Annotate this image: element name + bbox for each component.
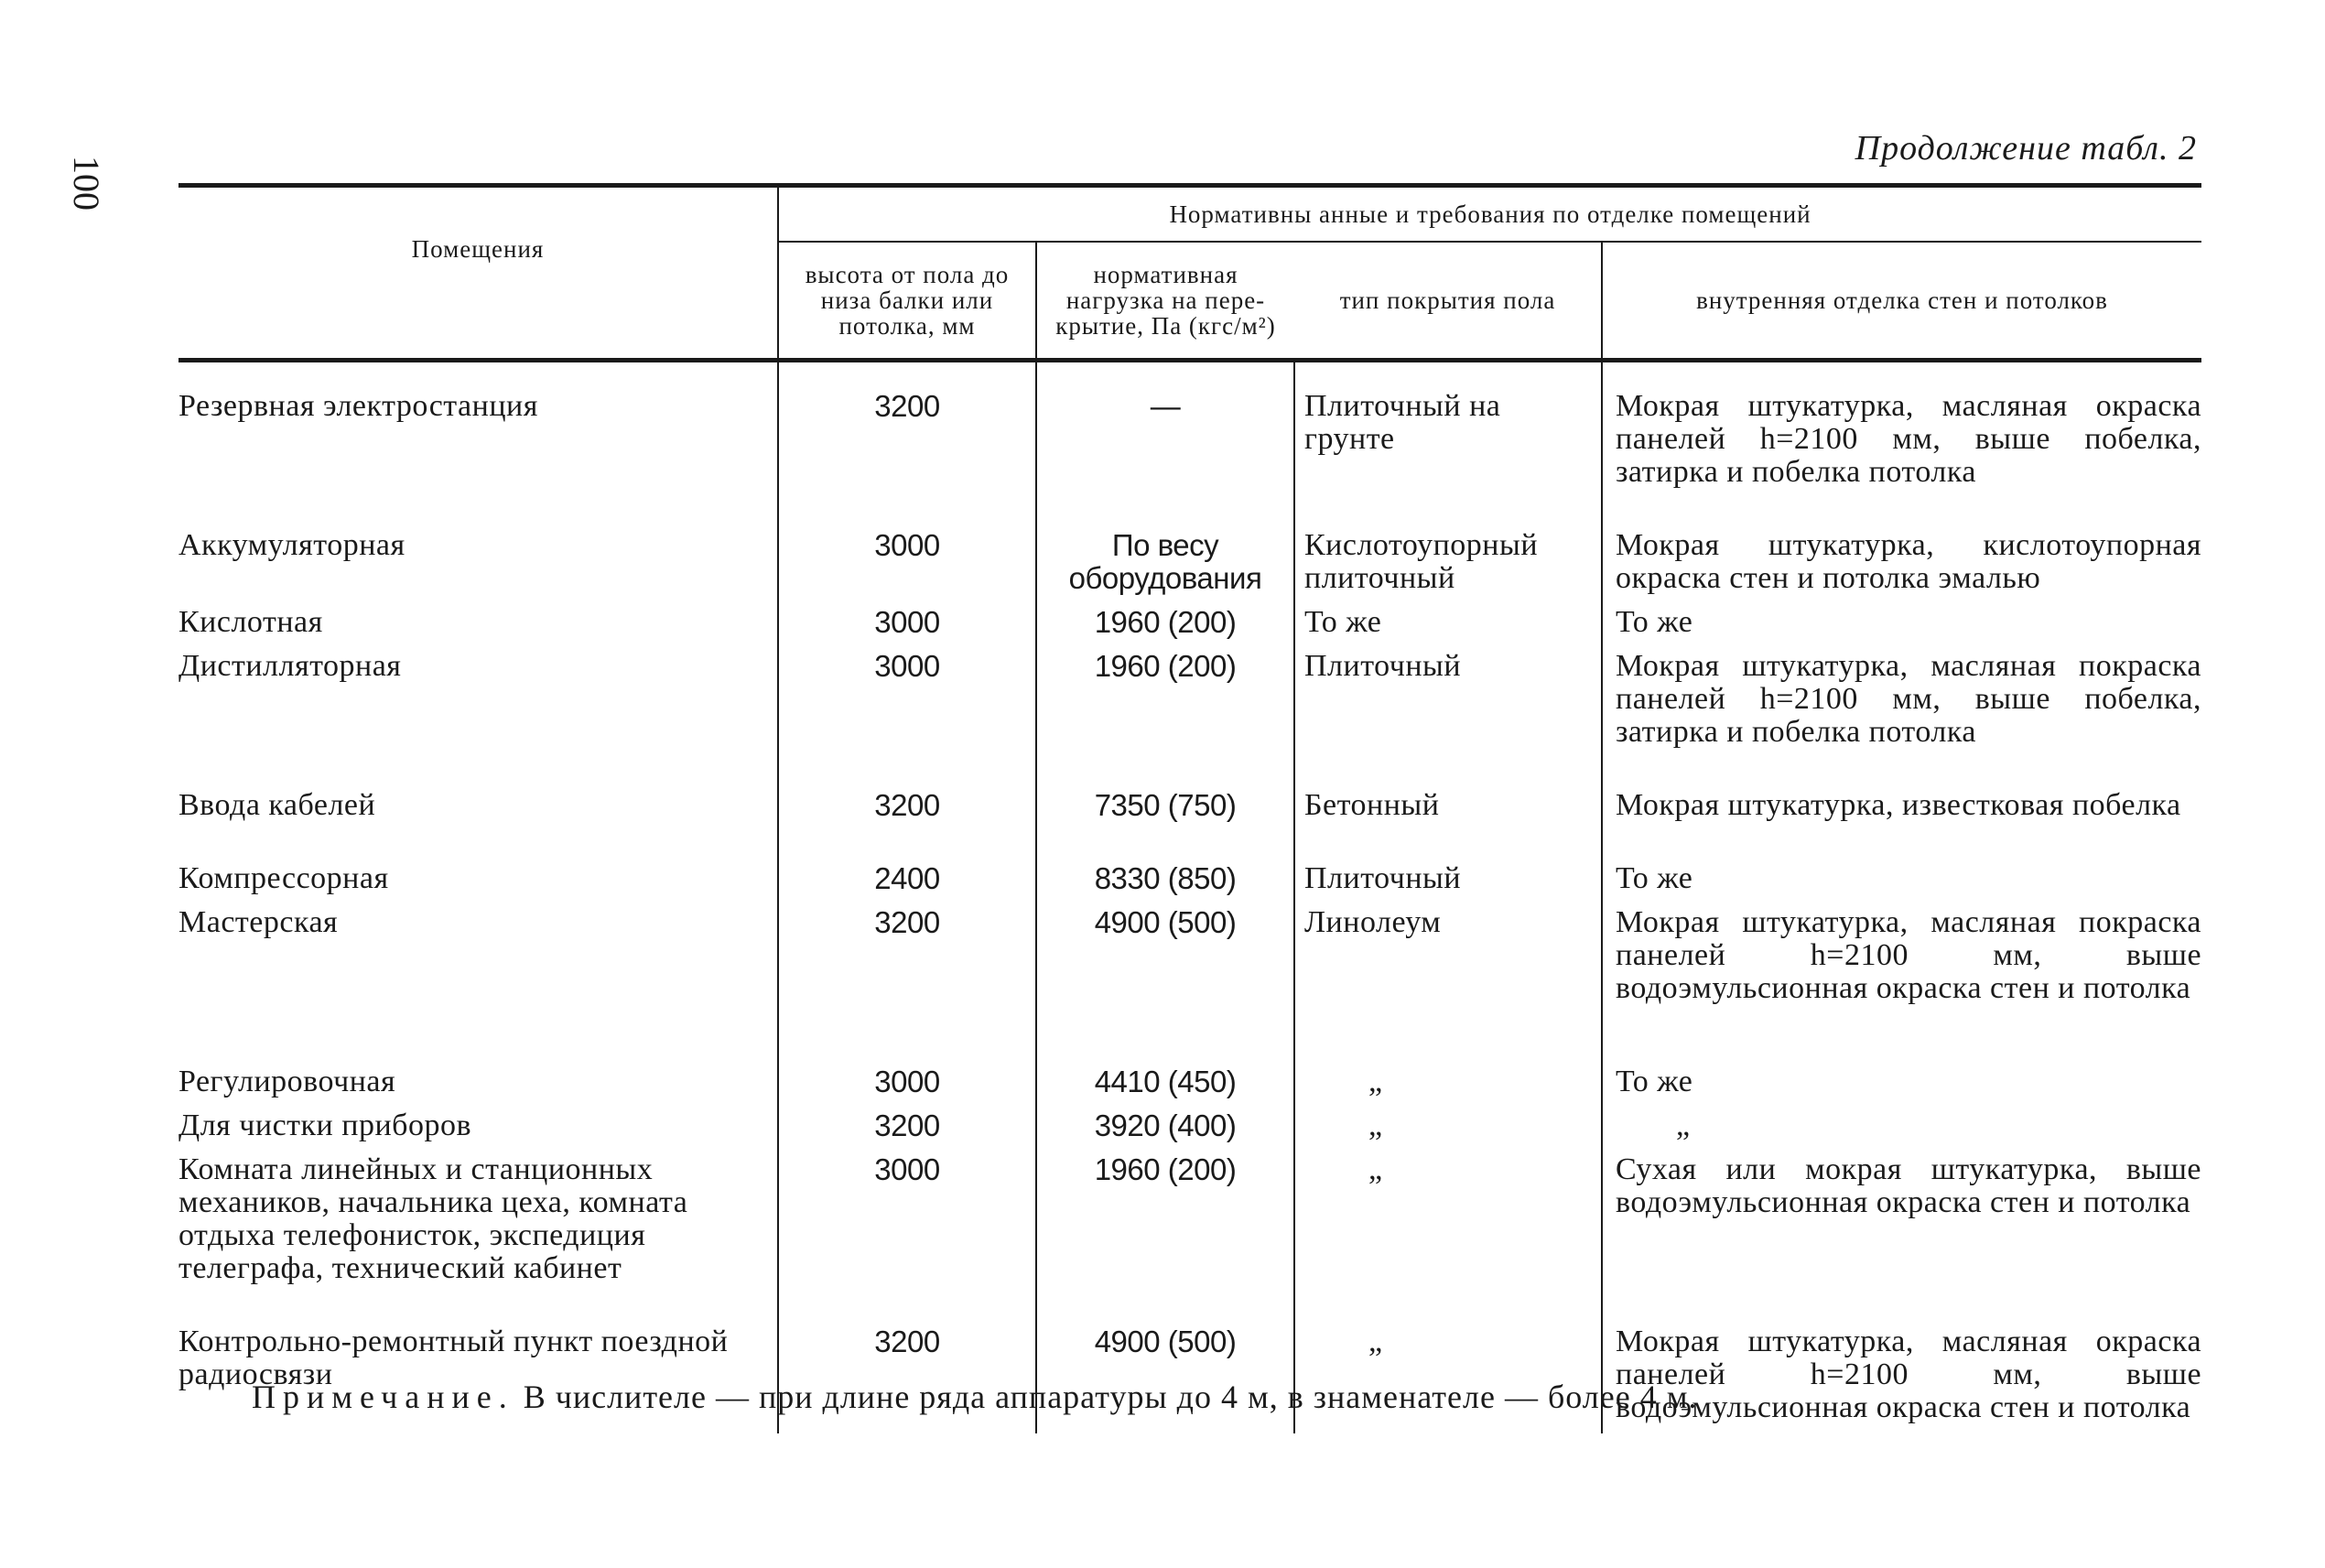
note-label: Примечание.	[252, 1379, 514, 1415]
wall-finish: Мокрая штукатурка, масляная окраска панелей h=2100 мм, выше побелка, затирка и побелка потолка	[1602, 361, 2201, 524]
table-row	[178, 1060, 2201, 1104]
wall-finish: Мокрая штукатурка, масляная окраска панелей h=2100 мм, выше водоэмульсионная окраска стен и потолка	[1602, 1320, 2201, 1433]
wall-finish: Мокрая штукатурка, масляная покраска панелей h=2100 мм, выше побелка, затирка и побелка потолка	[1602, 644, 2201, 784]
wall-finish: То же	[1602, 1060, 2201, 1104]
wall-finish: Мокрая штукатурка, масляная покраска панелей h=2100 мм, выше водоэмульсионная окраска стен и потолка	[1602, 901, 2201, 1060]
load-value: 1960 (200)	[1036, 1148, 1294, 1320]
height-value: 3200	[778, 784, 1036, 857]
room-name: Мастерская	[178, 905, 339, 939]
load-value: 7350 (750)	[1036, 784, 1294, 857]
table-body	[178, 361, 2201, 1434]
height-value: 2400	[778, 857, 1036, 901]
room-name: Кислотная	[178, 605, 323, 639]
table-row	[178, 600, 2201, 644]
height-value: 3000	[778, 644, 1036, 784]
room-name: Контрольно-ремонтный пункт поездной радиосвязи	[178, 1325, 729, 1391]
wall-finish: То же	[1602, 600, 2201, 644]
floor-type: „	[1294, 1148, 1602, 1320]
table-row	[178, 784, 2201, 857]
floor-type: Плиточный на грунте	[1294, 361, 1602, 524]
room-name: Комната линейных и станционных механиков, начальника цеха, комната отдыха телефонисток, экспедиция телеграфа, технический кабинет	[178, 1152, 688, 1285]
page-number: 100	[66, 156, 107, 211]
table-row	[178, 524, 2201, 600]
header-floor: тип покрытия пола	[1294, 242, 1602, 361]
load-value: 3920 (400)	[1036, 1104, 1294, 1148]
height-value: 3200	[778, 1104, 1036, 1148]
note-text: В числителе — при длине ряда аппаратуры до 4 м, в знаменателе — более 4 м.	[523, 1379, 1698, 1415]
height-value: 3000	[778, 600, 1036, 644]
height-value: 3200	[778, 361, 1036, 524]
header-group: Нормативны анные и требования по отделке помещений	[778, 186, 2201, 243]
wall-finish: То же	[1602, 857, 2201, 901]
load-value: 4900 (500)	[1036, 1320, 1294, 1433]
room-name: Ввода кабелей	[178, 788, 376, 822]
height-value: 3000	[778, 1148, 1036, 1320]
table-row	[178, 857, 2201, 901]
table-row	[178, 1320, 2201, 1433]
header-rooms: Помещения	[178, 186, 778, 361]
height-value: 3000	[778, 1060, 1036, 1104]
load-value: По весу оборудования	[1036, 524, 1294, 600]
floor-type: „	[1294, 1104, 1602, 1148]
floor-type: То же	[1294, 600, 1602, 644]
floor-type: Плиточный	[1294, 857, 1602, 901]
wall-finish: Сухая или мокрая штукатурка, выше водоэмульсионная окраска стен и потолка	[1602, 1148, 2201, 1320]
room-name: Аккумуляторная	[178, 528, 406, 562]
header-height: высота от пола до низа балки или потолка, мм	[778, 242, 1036, 361]
table-header	[178, 186, 2201, 361]
floor-type: „	[1294, 1320, 1602, 1433]
load-value: 8330 (850)	[1036, 857, 1294, 901]
load-value: 1960 (200)	[1036, 644, 1294, 784]
load-value: 1960 (200)	[1036, 600, 1294, 644]
floor-type: Кислотоупорный плиточный	[1294, 524, 1602, 600]
floor-type: Бетонный	[1294, 784, 1602, 857]
floor-type: Линолеум	[1294, 901, 1602, 1060]
floor-type: Плиточный	[1294, 644, 1602, 784]
header-load: нормативная нагрузка на пере-крытие, Па (кгс/м²)	[1036, 242, 1294, 361]
table-row	[178, 901, 2201, 1060]
table-row	[178, 644, 2201, 784]
load-value: 4900 (500)	[1036, 901, 1294, 1060]
height-value: 3200	[778, 901, 1036, 1060]
room-name: Дистилляторная	[178, 649, 402, 683]
wall-finish: Мокрая штукатурка, известковая побелка	[1602, 784, 2201, 857]
room-name: Резервная электростанция	[178, 389, 538, 423]
height-value: 3200	[778, 1320, 1036, 1433]
finishing-requirements-table	[178, 183, 2201, 1433]
room-name: Регулировочная	[178, 1065, 396, 1098]
table-row	[178, 361, 2201, 524]
table-row	[178, 1104, 2201, 1148]
table-continuation-caption: Продолжение табл. 2	[1855, 129, 2197, 168]
table-note	[252, 1378, 1698, 1416]
load-value: 4410 (450)	[1036, 1060, 1294, 1104]
room-name: Для чистки приборов	[178, 1108, 471, 1142]
wall-finish: Мокрая штукатурка, кислотоупорная окраска стен и потолка эмалью	[1602, 524, 2201, 600]
room-name: Компрессорная	[178, 861, 389, 895]
header-finish: внутренняя отделка стен и потолков	[1602, 242, 2201, 361]
height-value: 3000	[778, 524, 1036, 600]
wall-finish: „	[1602, 1104, 2201, 1148]
table-row	[178, 1148, 2201, 1320]
load-value: —	[1036, 361, 1294, 524]
floor-type: „	[1294, 1060, 1602, 1104]
